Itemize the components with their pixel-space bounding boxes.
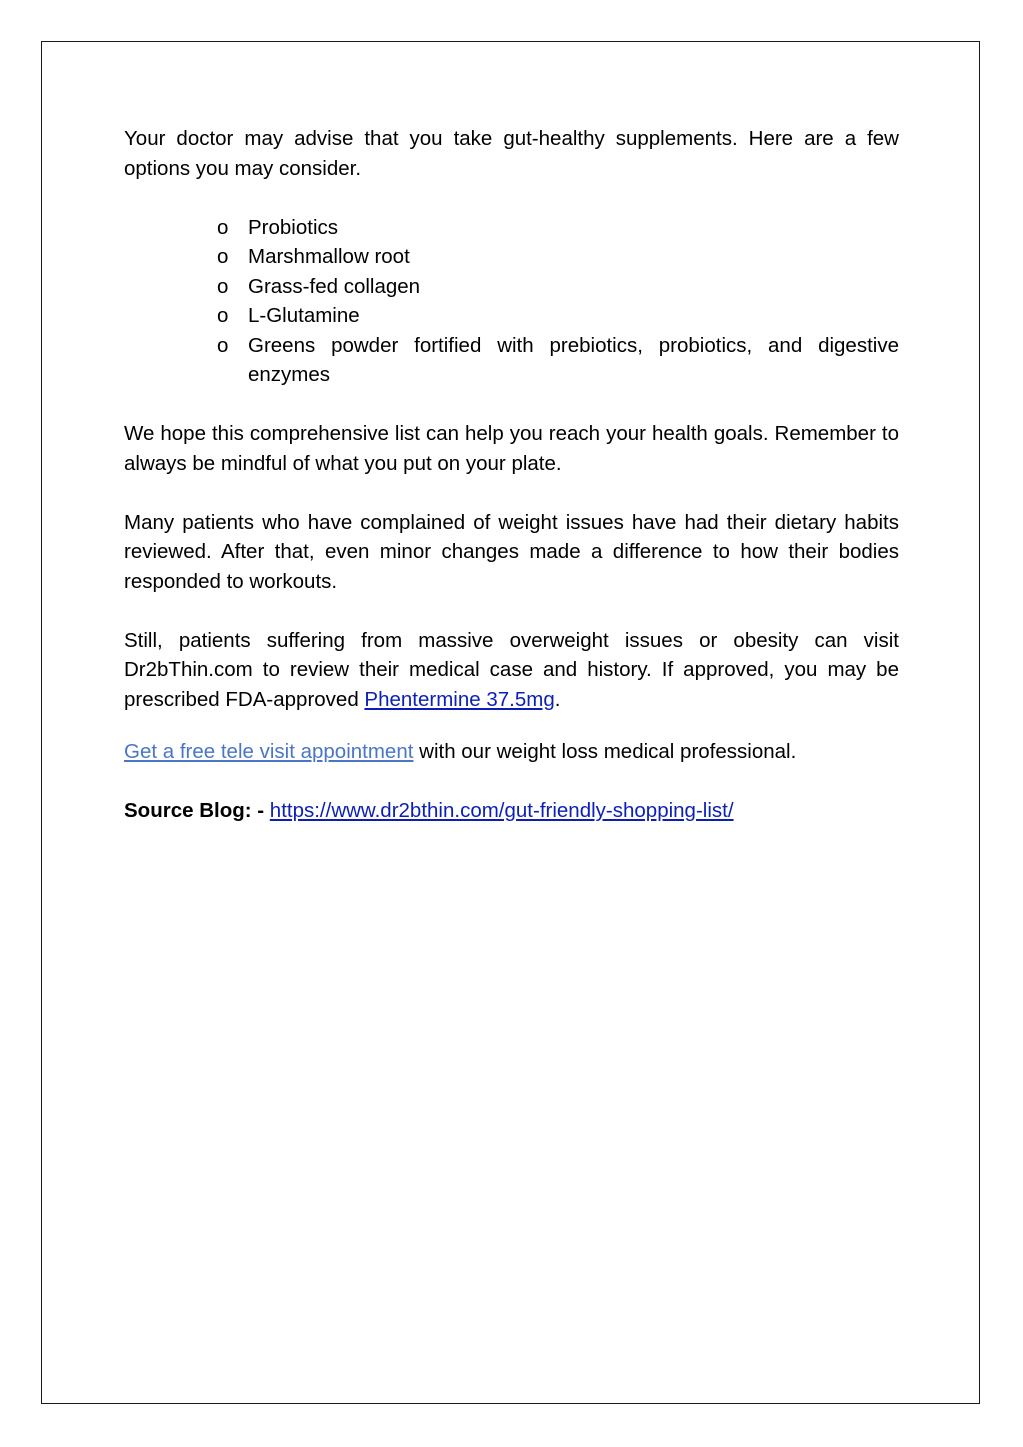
list-item-text: Grass-fed collagen (248, 274, 421, 298)
obesity-trailing: . (554, 687, 561, 711)
appointment-text: with our weight loss medical professional. (413, 740, 797, 763)
obesity-paragraph (124, 626, 899, 715)
appointment-paragraph (124, 737, 899, 767)
supplement-list (124, 213, 899, 390)
list-item-text: Marshmallow root (248, 245, 410, 268)
phentermine-link[interactable]: Phentermine 37.5mg (364, 687, 555, 711)
source-label: Source Blog: - (124, 799, 265, 822)
list-item (217, 331, 899, 390)
source-url-link[interactable]: https://www.dr2bthin.com/gut-friendly-shopping-list/ (269, 799, 734, 822)
list-item (217, 242, 899, 272)
list-item (217, 272, 899, 302)
circle-bullet-icon: o (217, 215, 229, 239)
hope-paragraph: We hope this comprehensive list can help you reach your health goals. Remember to always be mindful of what you put on your plate. (124, 422, 899, 475)
source-line (124, 796, 899, 826)
circle-bullet-icon: o (217, 304, 229, 327)
obesity-text: Still, patients suffering from massive overweight issues or obesity can visit Dr2bThin.com to review their medical case and history. If approved, you may be prescribed FDA-approved (124, 628, 899, 711)
list-item-text: L-Glutamine (248, 304, 360, 327)
list-item (217, 301, 899, 331)
circle-bullet-icon: o (217, 245, 229, 268)
patients-paragraph: Many patients who have complained of weight issues have had their dietary habits reviewed. After that, even minor changes made a difference to how their bodies responded to workouts. (124, 510, 899, 593)
list-item (217, 213, 899, 243)
list-item-text: Greens powder fortified with prebiotics, probiotics, and digestive enzymes (248, 333, 899, 386)
circle-bullet-icon: o (217, 333, 229, 357)
intro-paragraph: Your doctor may advise that you take gut-healthy supplements. Here are a few options you may consider. (124, 127, 899, 180)
document-body (124, 124, 899, 826)
list-item-text: Probiotics (248, 215, 339, 239)
circle-bullet-icon: o (217, 274, 229, 298)
appointment-link[interactable]: Get a free tele visit appointment (124, 740, 414, 763)
